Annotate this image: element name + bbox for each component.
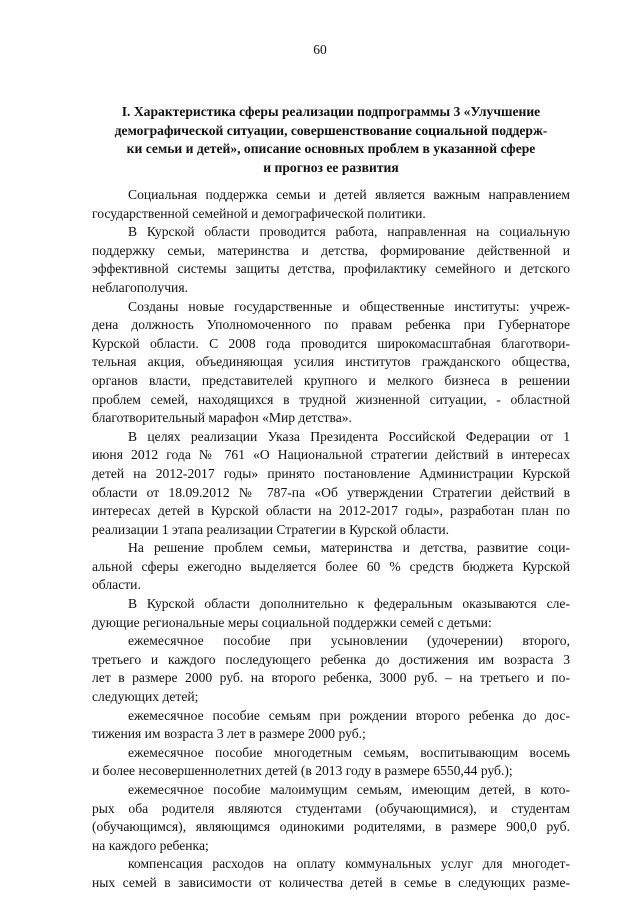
- text-line: государственной семейной и демографической политики.: [92, 205, 426, 221]
- text-line: дена должность Уполномоченного по правам ребенка при Губернаторе: [92, 317, 570, 333]
- text-line: неблагополучия.: [92, 279, 188, 295]
- text-line: следующих детей;: [92, 689, 199, 705]
- text-line: Курской области. С 2008 года проводится широкомасштабная благотвори-: [92, 335, 570, 351]
- text-line: эффективной системы защиты детства, профилактику семейного и детского: [92, 261, 570, 277]
- section-title: [92, 103, 570, 177]
- text-line: Созданы новые государственные и общественные институты: учреж-: [128, 298, 570, 314]
- text-line: В Курской области проводится работа, направленная на социальную: [128, 224, 570, 240]
- text-line: тельная акция, объединяющая усилия институтов гражданского общества,: [92, 354, 570, 370]
- section-title-line: I. Характеристика сферы реализации подпрограммы 3 «Улучшение: [121, 104, 541, 119]
- text-line: реализации 1 этапа реализации Стратегии в Курской области.: [92, 521, 450, 537]
- page-number: 60: [313, 42, 327, 57]
- text-line: ежемесячное пособие малоимущим семьям, имеющим детей, в кото-: [128, 782, 570, 797]
- text-line: и более несовершеннолетних детей (в 2013 году в размере 6550,44 руб.);: [92, 763, 513, 779]
- text-line: органов власти, представителей крупного и мелкого бизнеса в решении: [92, 372, 570, 388]
- section-title-line: и прогноз ее развития: [263, 159, 399, 175]
- text-line: компенсация расходов на оплату коммунальных услуг для многодет-: [128, 856, 570, 872]
- text-line: июня 2012 года № 761 «О Национальной стратегии действий в интересах: [92, 447, 570, 463]
- text-line: (обучающимся), являющимся одинокими родителями, в размере 900,0 руб.: [92, 819, 570, 835]
- text-line: области.: [92, 577, 141, 593]
- text-line: ежемесячное пособие при усыновлении (удочерении) второго,: [128, 633, 570, 649]
- text-line: детей на 2012-2017 годы» принято постановление Администрации Курской: [92, 465, 570, 481]
- text-line: рых оба родителя являются студентами (обучающимися), и студентам: [92, 800, 570, 816]
- text-line: области от 18.09.2012 № 787-па «Об утверждении Стратегии действий в: [92, 484, 570, 500]
- text-line: ежемесячное пособие семьям при рождении второго ребенка до дос-: [128, 707, 570, 723]
- text-line: лет в размере 2000 руб. на второго ребенка, 3000 руб. – на третьего и по-: [92, 670, 570, 686]
- text-line: дующие региональные меры социальной поддержки семей с детьми:: [92, 614, 492, 630]
- text-line: на каждого ребенка;: [92, 837, 209, 853]
- text-line: тижения им возраста 3 лет в размере 2000 руб.;: [92, 726, 366, 742]
- text-line: интересах детей в Курской области на 2012-2017 годы», разработан план по: [92, 503, 570, 519]
- text-line: альной сферы ежегодно выделяется более 60 % средств бюджета Курской: [92, 558, 570, 574]
- text-line: На решение проблем семьи, материнства и детства, развитие соци-: [128, 540, 570, 556]
- section-title-line: ки семьи и детей», описание основных проблем в указанной сфере: [126, 141, 536, 156]
- text-line: В целях реализации Указа Президента Российской Федерации от 1: [128, 428, 570, 444]
- text-line: В Курской области дополнительно к федеральным оказываются сле-: [128, 596, 570, 612]
- text-line: ных семей в зависимости от количества детей в семье в следующих разме-: [92, 874, 570, 890]
- text-line: благотворительный марафон «Мир детства».: [92, 410, 352, 426]
- text-line: проблем семей, находящихся в трудной жизненной ситуации, - областной: [92, 391, 570, 407]
- text-line: поддержку семьи, материнства и детства, формирование действенной и: [92, 242, 570, 258]
- section-title-line: демографической ситуации, совершенствование социальной поддерж-: [114, 122, 548, 138]
- text-line: ежемесячное пособие многодетным семьям, воспитывающим восемь: [128, 744, 570, 760]
- body-text: [92, 186, 570, 893]
- text-line: Социальная поддержка семьи и детей является важным направлением: [128, 187, 570, 202]
- text-line: третьего и каждого последующего ребенка до достижения им возраста 3: [92, 651, 570, 667]
